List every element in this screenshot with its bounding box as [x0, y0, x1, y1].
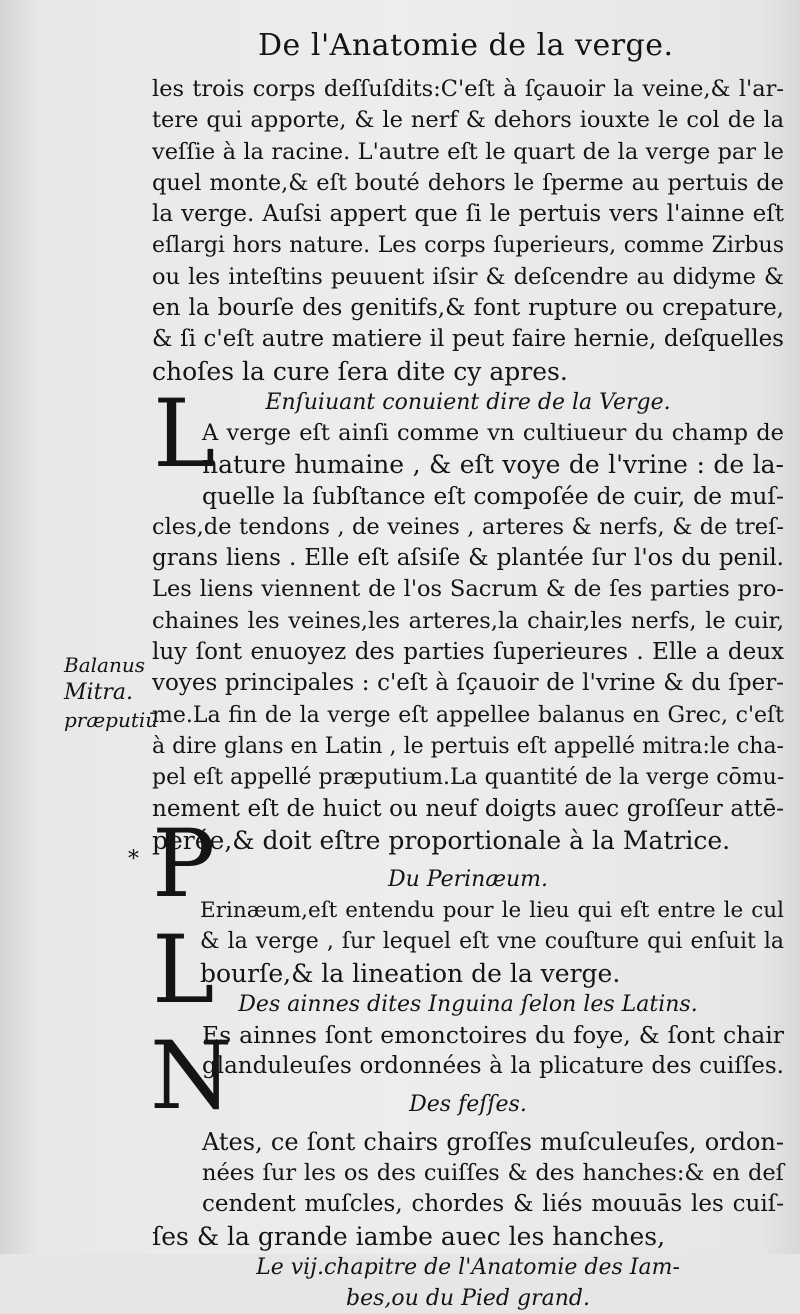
text-line: me.La fin de la verge eſt appellee balanus en Grec, c'eſt — [152, 702, 784, 728]
text-line: nature humaine , & eſt voye de l'vrine : de la- — [202, 450, 784, 480]
text-line: à dire glans en Latin , le pertuis eſt appellé mitra:le cha- — [152, 733, 784, 759]
text-line: chaines les veines,les arteres,la chair,les nerfs, le cuir, — [152, 607, 784, 634]
text-line: A verge eſt ainſi comme vn cultiueur du champ de — [202, 419, 784, 446]
text-line: Es ainnes ſont emonctoires du foye, & ſont chair — [202, 1021, 784, 1050]
text-line: choſes la cure ſera dite cy apres. — [152, 356, 568, 386]
text-line: les trois corps deſſuſdits:C'eſt à ſçauoir la veine,& l'ar- — [152, 76, 784, 102]
text-line: cendent muſcles, chordes & liés mouuās les cuiſ- — [202, 1191, 784, 1218]
text-line: ſes & la grande iambe auec les hanches, — [152, 1221, 666, 1251]
running-header: De l'Anatomie de la verge. — [258, 28, 674, 63]
text-line: Les liens viennent de l'os Sacrum & de ſes parties pro- — [152, 576, 784, 603]
dropcap-n-fesses: N — [150, 1022, 233, 1131]
text-line: cles,de tendons , de veines , arteres & nerfs, & de treſ- — [152, 513, 784, 540]
text-line: & la verge , ſur lequel eſt vne couſture qui enſuit la — [200, 929, 784, 955]
text-line: tere qui apporte, & le nerf & dehors iouxte le col de la — [152, 107, 784, 134]
text-line: nement eſt de huict ou neuf doigts auec groſſeur attē- — [152, 795, 784, 822]
dropcap-p-perinaeum: P — [152, 810, 216, 919]
paragraph-ainnes — [152, 1020, 784, 1083]
text-line: quel monte,& eſt bouté dehors le ſperme au pertuis de — [152, 169, 784, 196]
text-line: Ates, ce ſont chairs groſſes muſculeuſes, ordon- — [202, 1127, 784, 1156]
text-line: & ſi c'eſt autre matiere il peut faire hernie, deſquelles — [152, 326, 784, 353]
text-line: glanduleuſes ordonnées à la plicature des cuiſſes. — [202, 1053, 784, 1080]
paragraph-verge — [152, 418, 784, 856]
paragraph-fesses — [152, 1127, 784, 1252]
paragraph-continuation — [152, 74, 784, 387]
main-text — [152, 74, 784, 1314]
text-line: grans liens . Elle eſt aſsiſe & plantée ſur l'os du penil. — [152, 545, 784, 572]
text-line: ou les inteſtins peuuent iſsir & deſcendre au didyme & — [152, 263, 784, 290]
section-heading-fesses: Des feſſes. — [409, 1091, 527, 1117]
section-heading-ainnes: Des ainnes dites Inguina ſelon les Latins. — [238, 992, 698, 1018]
section-heading-perinaeum: Du Perinæum. — [387, 867, 549, 893]
text-line: nées ſur les os des cuiſſes & des hanches:& en deſ — [202, 1159, 784, 1186]
chapter-title-line-1: Le vij.chapitre de l'Anatomie des Iam- — [256, 1254, 680, 1280]
margin-note-praeputium: præputiū — [64, 708, 159, 732]
text-line: quelle la ſubſtance eſt compoſée de cuir, de muſ- — [202, 481, 784, 510]
margin-note-balanus: Balanus — [64, 653, 145, 677]
text-line: veſſie à la racine. L'autre eſt le quart de la verge par le — [152, 138, 784, 165]
text-line: pel eſt appellé præputium.La quantité de la verge cōmu- — [152, 765, 785, 791]
text-line: Erinæum,eſt entendu pour le lieu qui eſt entre le cul — [200, 898, 784, 924]
text-line: la verge. Auſsi appert que ſi le pertuis vers l'ainne eſt — [152, 201, 784, 228]
margin-note-mitra: Mitra. — [64, 680, 134, 705]
paragraph-perinaeum — [152, 895, 784, 989]
text-line: perée,& doit eſtre proportionale à la Matrice. — [152, 825, 731, 855]
dropcap-l-ainnes: L — [152, 916, 215, 1025]
text-line: bourſe,& la lineation de la verge. — [200, 958, 621, 988]
dropcap-l-verge: L — [153, 380, 216, 489]
text-line: luy ſont enuoyez des parties ſuperieures . Elle a deux — [152, 639, 784, 666]
text-line: voyes principales : c'eſt à ſçauoir de l'vrine & du ſper- — [152, 670, 784, 697]
margin-asterisk: * — [128, 847, 139, 872]
text-line: eſlargi hors nature. Les corps ſuperieurs, comme Zirbus — [152, 233, 784, 259]
section-heading-verge: Enſuiuant conuient dire de la Verge. — [265, 389, 671, 415]
chapter-title-line-2: bes,ou du Pied grand. — [346, 1285, 590, 1311]
text-line: en la bourſe des genitifs,& font rupture ou crepature, — [152, 295, 784, 322]
